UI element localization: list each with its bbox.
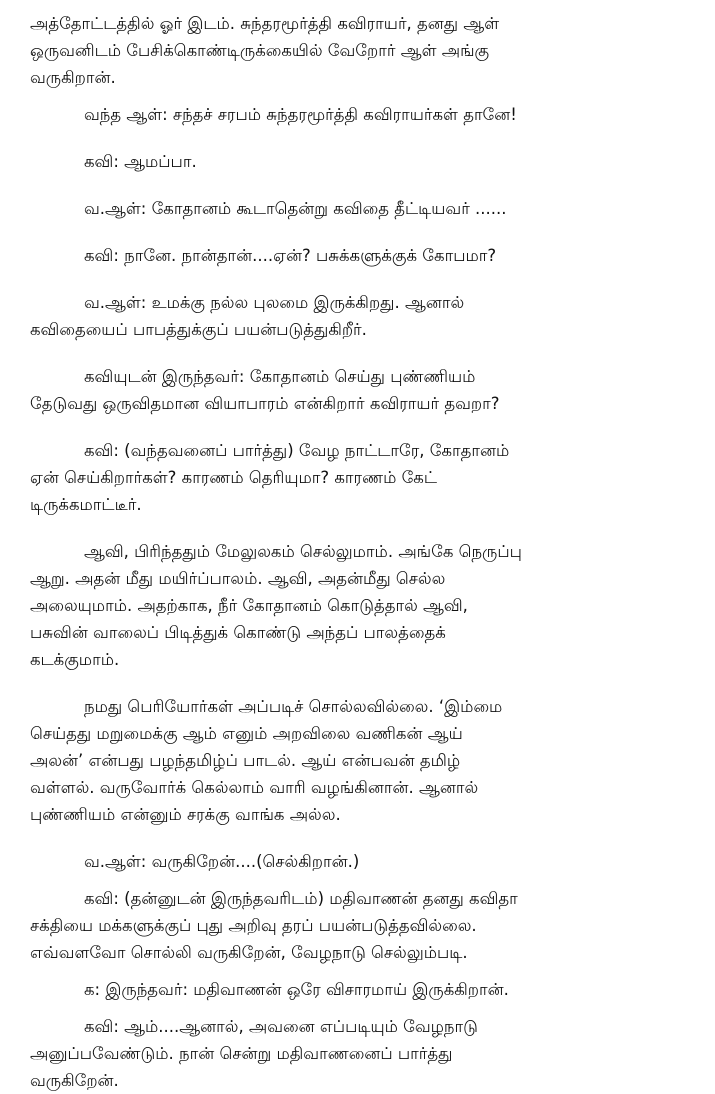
text-line: டிருக்கமாட்டீர். — [30, 495, 142, 514]
paragraph — [30, 101, 695, 128]
paragraph — [30, 1013, 695, 1094]
text-line: நமது பெரியோர்கள் அப்படிச் சொல்லவில்லை. ‘இம்மை — [84, 697, 503, 716]
text-line: சக்தியை மக்களுக்குப் புது அறிவு தரப் பயன்படுத்தவில்லை. — [30, 916, 477, 935]
text-line: ஆவி, பிரிந்ததும் மேலுலகம் செல்லுமாம். அங்கே நெருப்பு — [84, 542, 522, 561]
text-line: வ.ஆள்: வருகிறேன்....(செல்கிறான்.) — [84, 852, 360, 871]
text-line: கவி: (வந்தவனைப் பார்த்து) வேழ நாட்டாரே, கோதானம் — [84, 441, 510, 460]
text-line: அனுப்பவேண்டும். நான் சென்று மதிவாணனைப் பார்த்து — [30, 1044, 453, 1063]
text-line: கவி: நானே. நான்தான்....ஏன்? பசுக்களுக்குக் கோபமா? — [84, 246, 497, 265]
text-line: புண்ணியம் என்னும் சரக்கு வாங்க அல்ல. — [30, 805, 341, 824]
text-line: கவி: ஆம்....ஆனால், அவனை எப்படியும் வேழநாடு — [84, 1017, 478, 1036]
paragraph — [30, 437, 695, 518]
text-line: ஒருவனிடம் பேசிக்கொண்டிருக்கையில் வேறோர் ஆள் அங்கு — [30, 41, 490, 60]
paragraph — [30, 693, 695, 828]
paragraph — [30, 363, 695, 417]
text-line: அலையுமாம். அதற்காக, நீர் கோதானம் கொடுத்தால் ஆவி, — [30, 596, 468, 615]
paragraph — [30, 242, 695, 269]
text-line: கவி: ஆமப்பா. — [84, 152, 197, 171]
text-line: அத்தோட்டத்தில் ஓர் இடம். சுந்தரமூர்த்தி கவிராயர், தனது ஆள் — [30, 14, 500, 33]
paragraph — [30, 195, 695, 222]
text-line: ஏன் செய்கிறார்கள்? காரணம் தெரியுமா? காரணம் கேட் — [30, 468, 437, 487]
text-line: கவியுடன் இருந்தவர்: கோதானம் செய்து புண்ணியம் — [84, 367, 476, 386]
paragraph — [30, 538, 695, 673]
text-line: எவ்வளவோ சொல்லி வருகிறேன், வேழநாடு செல்லும்படி. — [30, 943, 468, 962]
text-line: பசுவின் வாலைப் பிடித்துக் கொண்டு அந்தப் பாலத்தைக் — [30, 623, 446, 642]
text-line: வருகிறான். — [30, 68, 116, 87]
paragraph — [30, 10, 695, 91]
text-line: வ.ஆள்: கோதானம் கூடாதென்று கவிதை தீட்டியவர் ...... — [84, 199, 507, 218]
text-line: அலன்’ என்பது பழந்தமிழ்ப் பாடல். ஆய் என்பவன் தமிழ் — [30, 751, 461, 770]
text-line: கடக்குமாம். — [30, 650, 120, 669]
text-line: வள்ளல். வருவோர்க் கெல்லாம் வாரி வழங்கினான். ஆனால் — [30, 778, 479, 797]
text-line: கவி: (தன்னுடன் இருந்தவரிடம்) மதிவாணன் தனது கவிதா — [84, 889, 518, 908]
text-line: வருகிறேன். — [30, 1071, 119, 1090]
paragraph — [30, 885, 695, 966]
text-line: செய்தது மறுமைக்கு ஆம் எனும் அறவிலை வணிகன் ஆய் — [30, 724, 463, 743]
paragraph — [30, 976, 695, 1003]
paragraph — [30, 289, 695, 343]
text-line: தேடுவது ஒருவிதமான வியாபாரம் என்கிறார் கவிராயர் தவறா? — [30, 394, 500, 413]
paragraph — [30, 848, 695, 875]
text-line: கவிதையைப் பாபத்துக்குப் பயன்படுத்துகிறீர். — [30, 320, 367, 339]
text-line: வ.ஆள்: உமக்கு நல்ல புலமை இருக்கிறது. ஆனால் — [84, 293, 465, 312]
text-line: ஆறு. அதன் மீது மயிர்ப்பாலம். ஆவி, அதன்மீது செல்ல — [30, 569, 446, 588]
text-line: க: இருந்தவர்: மதிவாணன் ஒரே விசாரமாய் இருக்கிறான். — [84, 980, 509, 999]
paragraph — [30, 148, 695, 175]
text-line: வந்த ஆள்: சந்தச் சரபம் சுந்தரமூர்த்தி கவிராயர்கள் தானே! — [84, 105, 517, 124]
